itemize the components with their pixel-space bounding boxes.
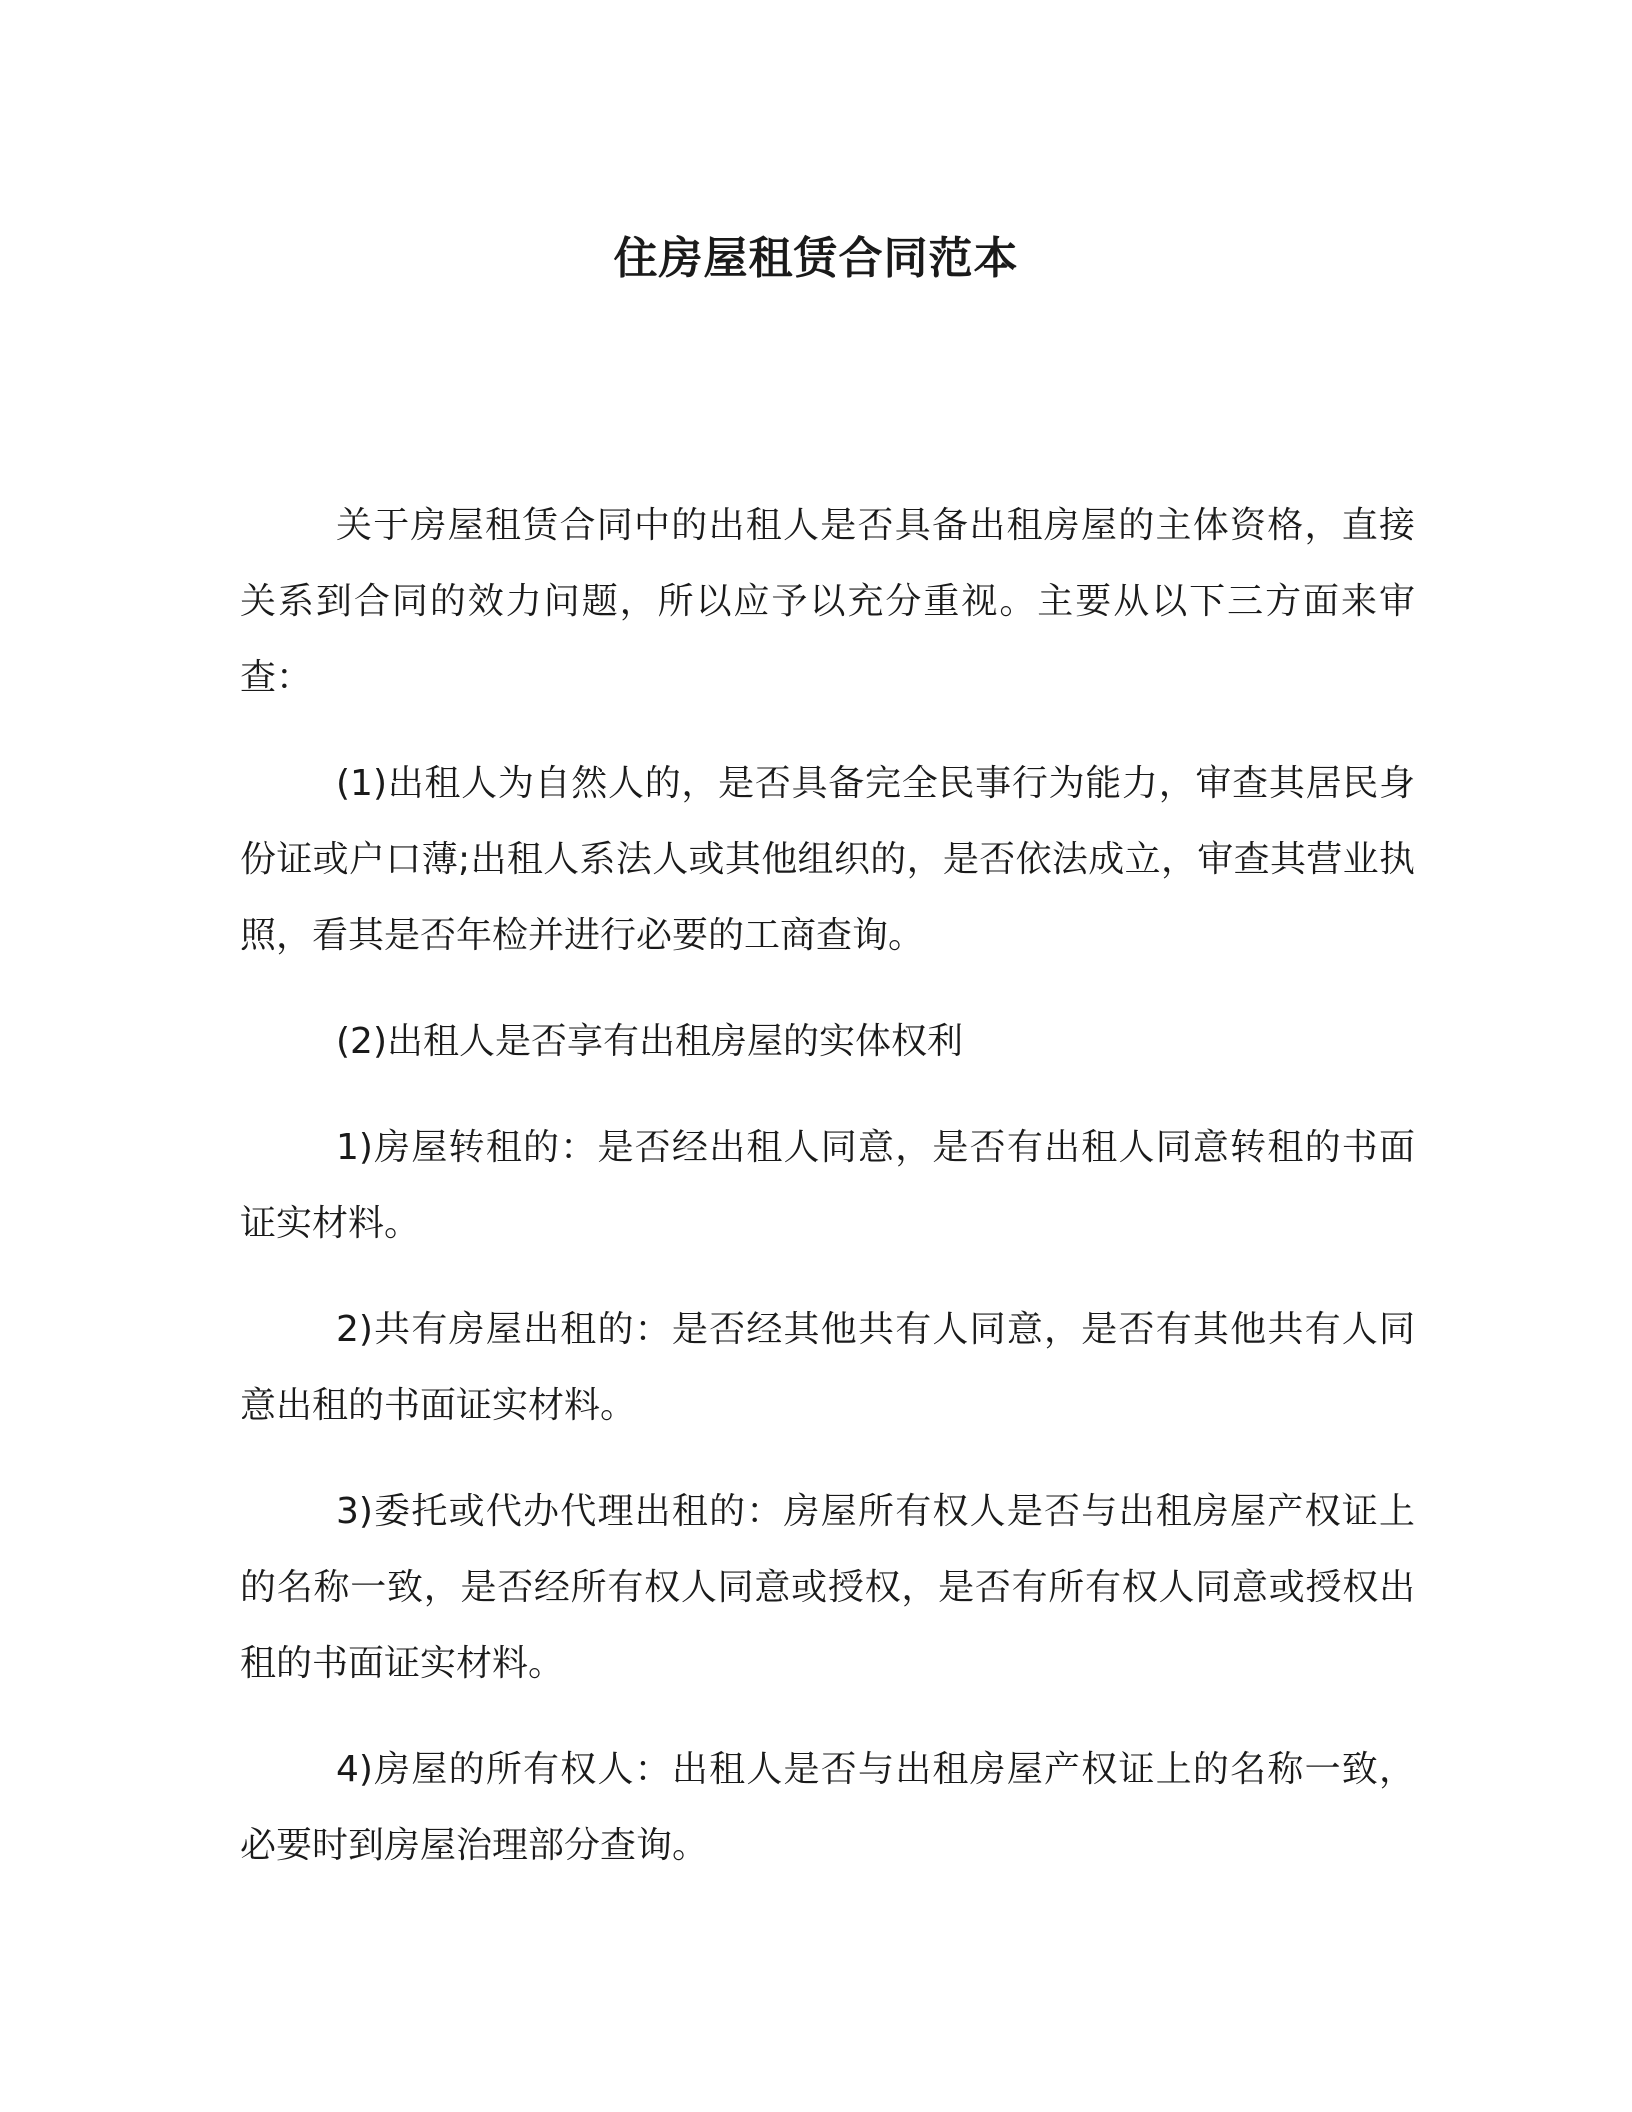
paragraph-subitem-1: 1)房屋转租的：是否经出租人同意，是否有出租人同意转租的书面证实材料。: [240, 1127, 1415, 1244]
paragraph-item-2: (2)出租人是否享有出租房屋的实体权利: [336, 1021, 963, 1062]
document-title: 住房屋租赁合同范本: [613, 233, 1019, 284]
document-body: [240, 488, 1415, 1884]
paragraph-item-1: (1)出租人为自然人的，是否具备完全民事行为能力，审查其居民身份证或户口薄;出租人系法人或其他组织的，是否依法成立，审查其营业执照，看其是否年检并进行必要的工商查询。: [240, 763, 1415, 956]
paragraph-subitem-3: 3)委托或代办代理出租的：房屋所有权人是否与出租房屋产权证上的名称一致，是否经所有权人同意或授权，是否有所有权人同意或授权出租的书面证实材料。: [240, 1491, 1415, 1684]
paragraph-subitem-4: 4)房屋的所有权人：出租人是否与出租房屋产权证上的名称一致，必要时到房屋治理部分查询。: [240, 1749, 1415, 1866]
paragraph-subitem-2: 2)共有房屋出租的：是否经其他共有人同意，是否有其他共有人同意出租的书面证实材料。: [240, 1309, 1415, 1426]
paragraph-intro: 关于房屋租赁合同中的出租人是否具备出租房屋的主体资格，直接关系到合同的效力问题，所以应予以充分重视。主要从以下三方面来审查：: [240, 505, 1415, 698]
